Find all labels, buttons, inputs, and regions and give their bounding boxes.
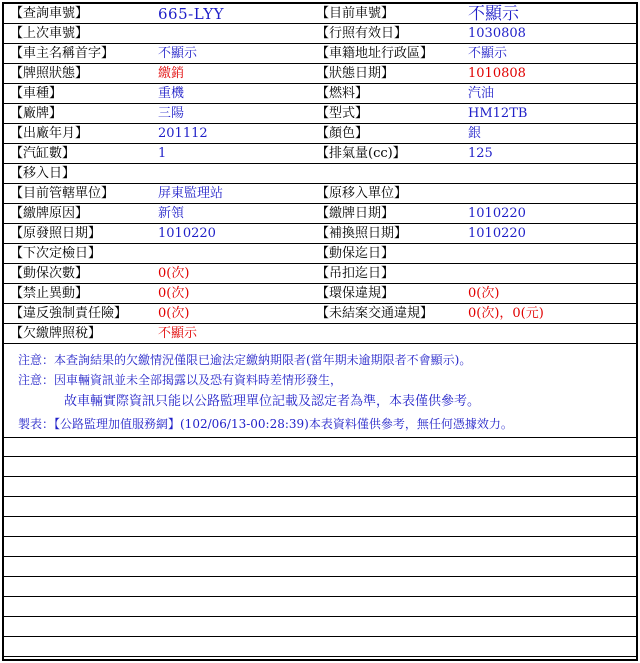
row-jurisdiction [4,184,636,204]
cylinders-value: 1 [158,146,167,161]
registered-district-value: 不顯示 [468,46,508,61]
insurance-violation-label: 【違反強制責任險】 [10,306,128,321]
note-reference: 故車輛實際資訊只能以公路監理單位記載及認定者為準，本表僅供參考。 [64,394,481,409]
reissue-date-label: 【補換照日期】 [316,226,408,241]
blank-row [4,477,636,497]
displacement-label: 【排氣量(cc)】 [316,146,406,161]
surrender-reason-label: 【繳牌原因】 [10,206,89,221]
traffic-violation-label: 【未結案交通違規】 [316,306,434,321]
row-previous-plate [4,24,636,44]
blank-row [4,497,636,517]
blank-row [4,577,636,597]
insurance-violation-value: 0(次) [158,306,190,321]
chattel-count-value: 0(次) [158,266,190,281]
license-expiry-label: 【行照有效日】 [316,26,408,41]
registered-district-label: 【車籍地址行政區】 [316,46,434,61]
blank-row [4,637,636,657]
color-value: 銀 [468,126,482,141]
reissue-date-value: 1010220 [468,226,526,241]
status-date-value: 1010808 [468,66,526,81]
blank-row [4,537,636,557]
blank-row [4,517,636,537]
transfer-ban-label: 【禁止異動】 [10,286,89,301]
color-label: 【顏色】 [316,126,369,141]
moved-in-date-label: 【移入日】 [10,166,76,181]
row-next-inspection [4,244,636,264]
blank-row [4,617,636,637]
row-moved-in-date [4,164,636,184]
next-inspection-label: 【下次定檢日】 [10,246,102,261]
chattel-count-label: 【動保次數】 [10,266,89,281]
unpaid-tax-label: 【欠繳牌照稅】 [10,326,102,341]
original-issue-label: 【原發照日期】 [10,226,102,241]
row-insurance-violation [4,304,636,324]
fuel-value: 汽油 [468,86,495,101]
original-issue-value: 1010220 [158,226,216,241]
original-unit-label: 【原移入單位】 [316,186,408,201]
jurisdiction-label: 【目前管轄單位】 [10,186,115,201]
row-original-issue [4,224,636,244]
chattel-expiry-label: 【動保迄日】 [316,246,395,261]
row-transfer-ban [4,284,636,304]
row-unpaid-tax [4,324,636,344]
cylinders-label: 【汽缸數】 [10,146,76,161]
blank-row [4,557,636,577]
current-plate-label: 【目前車號】 [316,6,395,21]
row-vehicle-type [4,84,636,104]
surrender-date-value: 1010220 [468,206,526,221]
note-disclosure: 注意：因車輛資訊並未全部揭露以及恐有資料時差情形發生， [18,373,343,387]
model-label: 【型式】 [316,106,369,121]
previous-plate-label: 【上次車號】 [10,26,89,41]
row-brand [4,104,636,124]
blank-row [4,597,636,617]
vehicle-type-label: 【車種】 [10,86,63,101]
manufacture-date-label: 【出廠年月】 [10,126,89,141]
surrender-date-label: 【繳牌日期】 [316,206,395,221]
transfer-ban-value: 0(次) [158,286,190,301]
blank-row [4,457,636,477]
manufacture-date-value: 201112 [158,126,208,141]
displacement-value: 125 [468,146,493,161]
row-query-plate [4,4,636,24]
note-overdue: 注意：本查詢結果的欠繳情況僅限已逾法定繳納期限者(當年期未逾期限者不會顯示)。 [18,353,472,367]
status-date-label: 【狀態日期】 [316,66,395,81]
brand-label: 【廠牌】 [10,106,63,121]
plate-status-value: 繳銷 [158,66,185,81]
current-plate-value: 不顯示 [468,4,519,24]
owner-initial-value: 不顯示 [158,46,198,61]
suspension-expiry-label: 【吊扣迄日】 [316,266,395,281]
row-surrender-reason [4,204,636,224]
surrender-reason-value: 新領 [158,206,185,221]
traffic-violation-value: 0(次)，0(元) [468,306,544,321]
brand-value: 三陽 [158,106,185,121]
row-manufacture-date [4,124,636,144]
query-plate-label: 【查詢車號】 [10,6,89,21]
owner-initial-label: 【車主名稱首字】 [10,46,115,61]
query-plate-value: 665-LYY [158,5,225,23]
row-owner-initial [4,44,636,64]
vehicle-inquiry-report [2,2,638,661]
row-plate-status [4,64,636,84]
vehicle-type-value: 重機 [158,86,185,101]
model-value: HM12TB [468,106,528,121]
plate-status-label: 【牌照狀態】 [10,66,89,81]
row-cylinders [4,144,636,164]
env-violation-label: 【環保違規】 [316,286,395,301]
row-chattel-count [4,264,636,284]
jurisdiction-value: 屏東監理站 [158,186,224,201]
env-violation-value: 0(次) [468,286,500,301]
unpaid-tax-value: 不顯示 [158,326,198,341]
blank-row [4,437,636,457]
note-footer: 製表：【公路監理加值服務網】(102/06/13-00:28:39)本表資料僅供參考，無任何憑據效力。 [18,417,513,431]
license-expiry-value: 1030808 [468,26,526,41]
fuel-label: 【燃料】 [316,86,369,101]
